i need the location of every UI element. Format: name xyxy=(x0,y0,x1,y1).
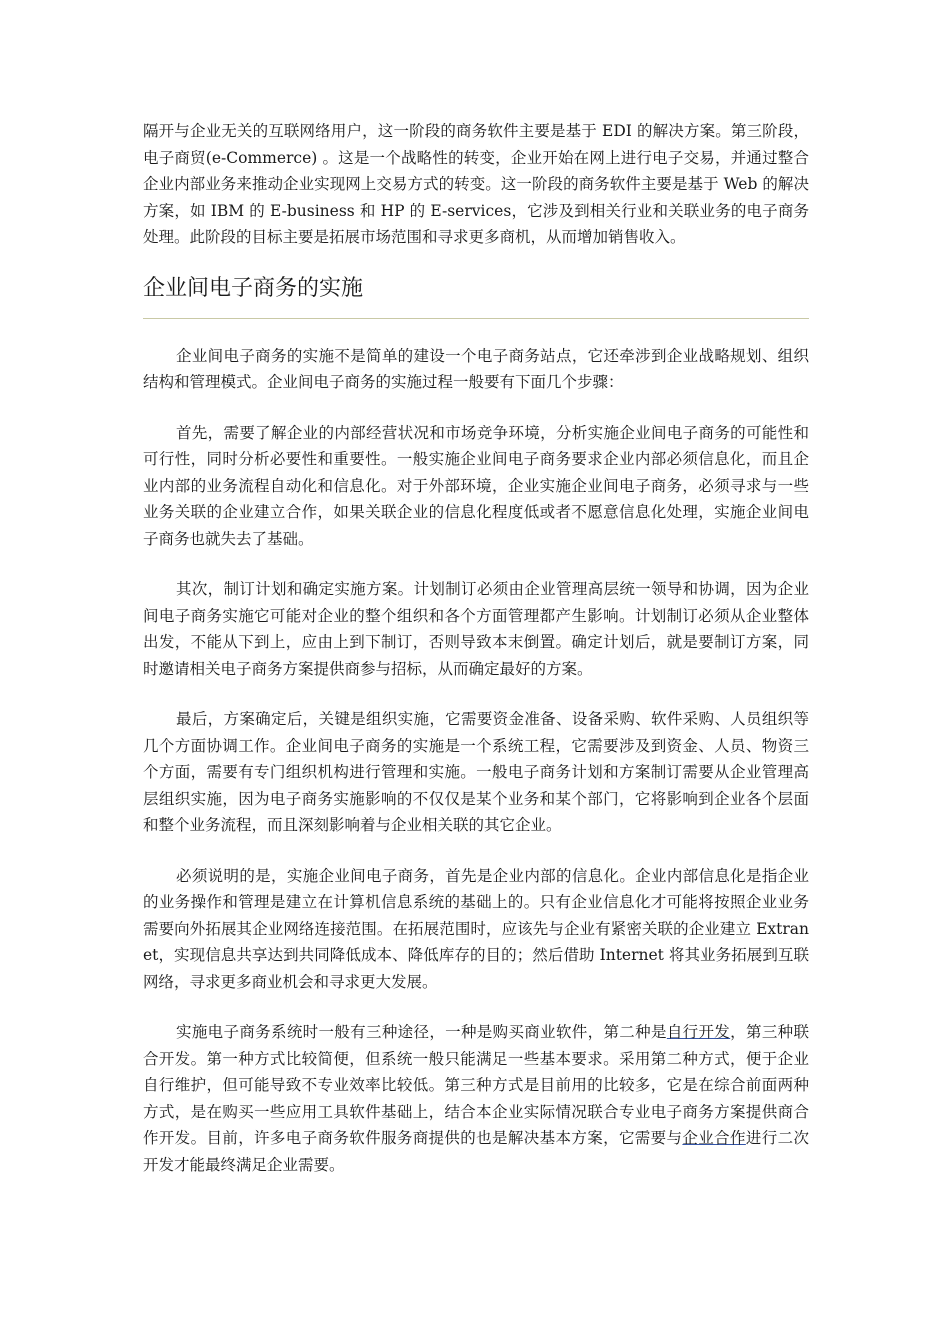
intro-paragraph: 隔开与企业无关的互联网络用户，这一阶段的商务软件主要是基于 EDI 的解决方案。第三阶段，电子商贸(e-Commerce) 。这是一个战略性的转变，企业开始在网上进行电子交易，并通过整合企业内部业务来推动企业实现网上交易方式的转变。这一阶段的商务软件主要是基于 Web 的解决方案，如 IBM 的 E-business 和 HP 的 E-services，它涉及到相关行业和关联业务的电子商务处理。此阶段的目标主要是拓展市场范围和寻求更多商机，从而增加销售收入。 xyxy=(143,122,809,246)
link-self-development[interactable]: 自行开发 xyxy=(666,1023,731,1041)
paragraph-step-first: 首先，需要了解企业的内部经营状况和市场竞争环境，分析实施企业间电子商务的可能性和可行性，同时分析必要性和重要性。一般实施企业间电子商务要求企业内部必须信息化，而且企业内部的业务流程自动化和信息化。对于外部环境，企业实施企业间电子商务，必须寻求与一些业务关联的企业建立合作，如果关联企业的信息化程度低或者不愿意信息化处理，实施企业间电子商务也就失去了基础。 xyxy=(143,423,809,548)
paragraph-text: ，第三种联合开发。第一种方式比较简便，但系统一般只能满足一些基本要求。采用第二种方式，便于企业自行维护，但可能导致不专业效率比较低。第三种方式是目前用的比较多，它是在综合前面两种方式，是在购买一些应用工具软件基础上，结合本企业实际情况联合专业电子商务方案提供商合作开发。目前，许多电子商务软件服务商提供的也是解决基本方案，它需要与 xyxy=(143,1023,809,1147)
paragraph-implementation-paths xyxy=(143,1019,809,1178)
link-enterprise-cooperation[interactable]: 企业合作 xyxy=(682,1129,746,1147)
paragraph-text: 实施电子商务系统时一般有三种途径，一种是购买商业软件，第二种是 xyxy=(176,1023,667,1041)
paragraph-step-second: 其次，制订计划和确定实施方案。计划制订必须由企业管理高层统一领导和协调，因为企业间电子商务实施它可能对企业的整个组织和各个方面管理都产生影响。计划制订必须从企业整体出发，不能从下到上，应由上到下制订，否则导致本末倒置。确定计划后，就是要制订方案，同时邀请相关电子商务方案提供商参与招标，从而确定最好的方案。 xyxy=(143,580,809,678)
document-page xyxy=(143,118,809,1178)
paragraph-step-last: 最后，方案确定后，关键是组织实施，它需要资金准备、设备采购、软件采购、人员组织等几个方面协调工作。企业间电子商务的实施是一个系统工程，它需要涉及到资金、人员、物资三个方面，需要有专门组织机构进行管理和实施。一般电子商务计划和方案制订需要从企业管理高层组织实施，因为电子商务实施影响的不仅仅是某个业务和某个部门，它将影响到企业各个层面和整个业务流程，而且深刻影响着与企业相关联的其它企业。 xyxy=(143,710,809,834)
section-heading: 企业间电子商务的实施 xyxy=(143,273,809,319)
paragraph-informatization: 必须说明的是，实施企业间电子商务，首先是企业内部的信息化。企业内部信息化是指企业的业务操作和管理是建立在计算机信息系统的基础上的。只有企业信息化才可能将按照企业业务需要向外拓展其企业网络连接范围。在拓展范围时，应该先与企业有紧密关联的企业建立 Extranet，实现信息共享达到共同降低成本、降低库存的目的；然后借助 Internet 将其业务拓展到互联网络，寻求更多商业机会和寻求更大发展。 xyxy=(143,866,809,991)
paragraph-text: 进行二次开发才能最终满足企业需要。 xyxy=(143,1129,809,1174)
paragraph-overview: 企业间电子商务的实施不是简单的建设一个电子商务站点，它还牵涉到企业战略规划、组织结构和管理模式。企业间电子商务的实施过程一般要有下面几个步骤： xyxy=(143,346,809,391)
